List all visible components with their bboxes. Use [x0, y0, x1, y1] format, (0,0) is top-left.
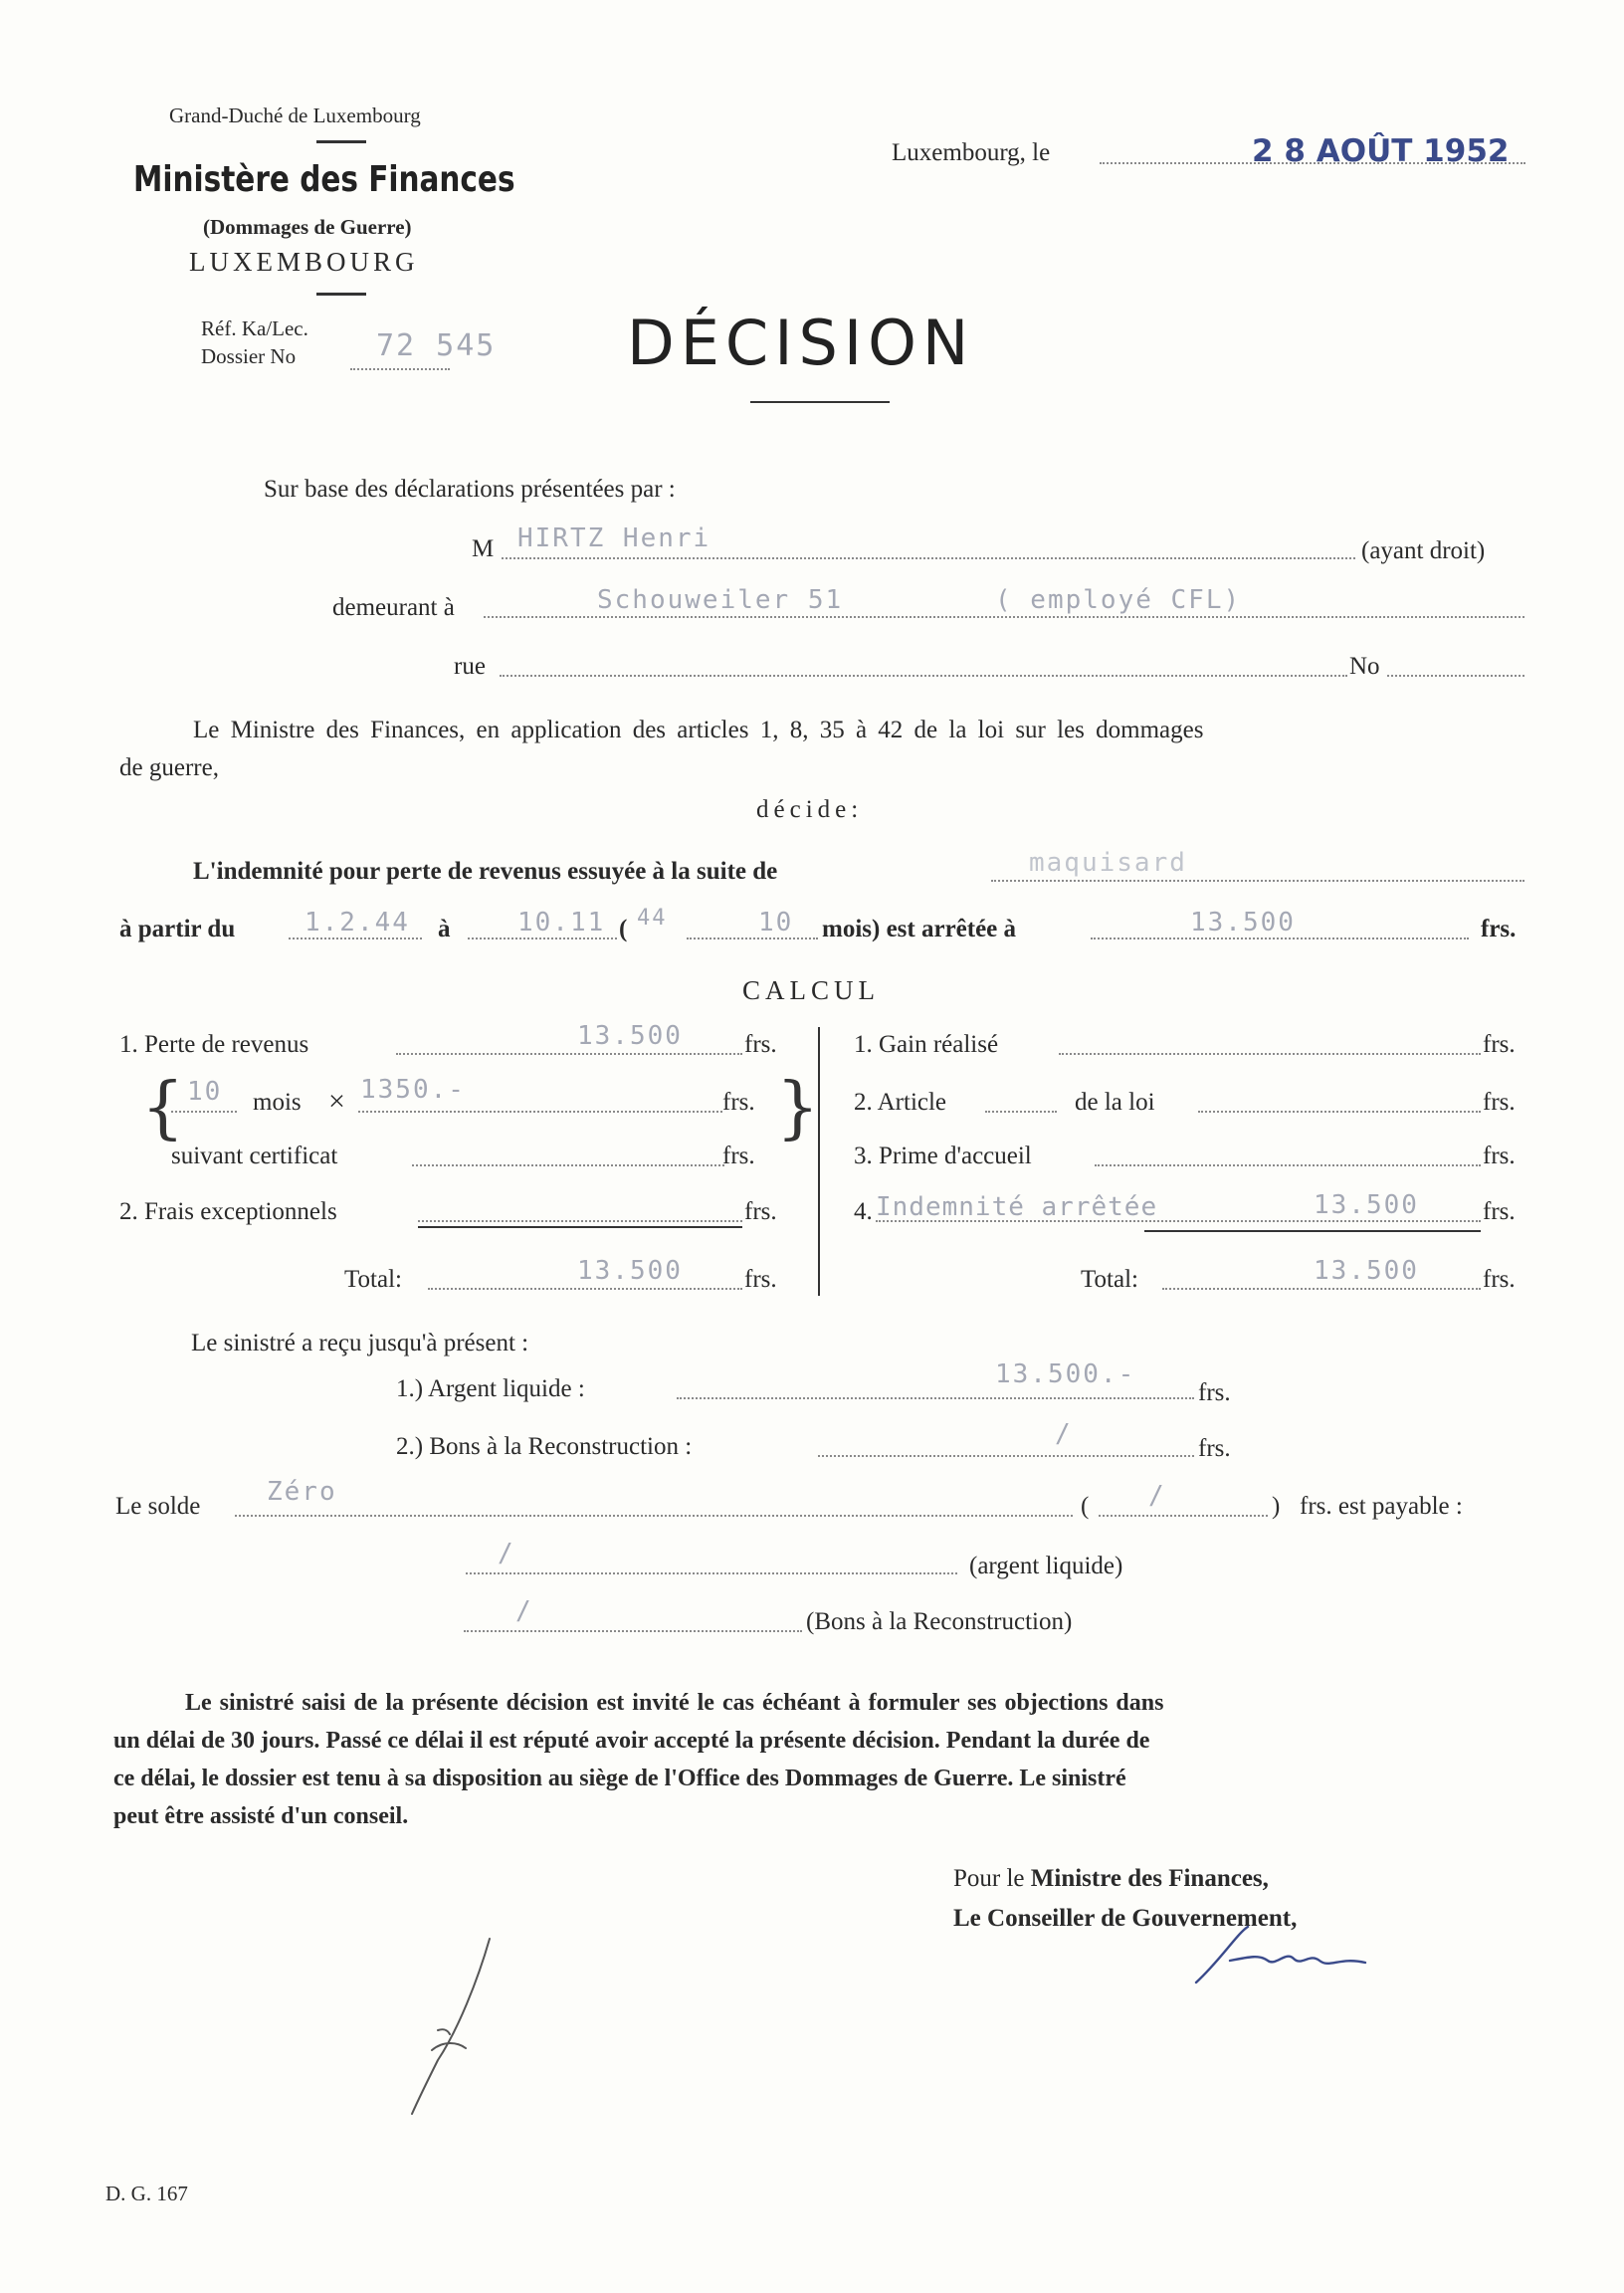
indemnity-label: L'indemnité pour perte de revenus essuyée à la suite de — [193, 858, 778, 885]
perte-dots — [396, 1053, 742, 1055]
dossier-dots — [350, 368, 450, 370]
address-value: Schouweiler 51 — [597, 585, 844, 615]
ref-label: Réf. Ka/Lec. — [201, 316, 308, 340]
header-rule-top — [316, 140, 366, 143]
rue-dots — [500, 675, 1347, 677]
right-total-value: 13.500 — [1314, 1256, 1419, 1286]
frais-dots — [418, 1220, 742, 1222]
left-total-label: Total: — [344, 1266, 402, 1293]
from-dots — [289, 938, 422, 939]
indemnity-cause: maquisard — [1029, 848, 1187, 878]
perte-frs: frs. — [744, 1031, 777, 1058]
declarant-intro: Sur base des déclarations présentées par : — [264, 476, 676, 503]
notice-line1: Le sinistré saisi de la présente décision est invité le cas échéant à formuler ses objections dans — [185, 1690, 1164, 1716]
left-total-dots — [428, 1288, 742, 1290]
notice-line2: un délai de 30 jours. Passé ce délai il est réputé avoir accepté la présente décision. Pendant la durée de — [113, 1728, 1150, 1754]
months-value: 10 — [758, 908, 794, 938]
to-dots — [468, 938, 617, 939]
balance-dots — [235, 1515, 1073, 1517]
decide-label: décide: — [756, 796, 864, 823]
article-frs: frs. — [1483, 1089, 1516, 1116]
certificat-dots — [412, 1164, 724, 1166]
balance-payable: frs. est payable : — [1300, 1493, 1463, 1520]
balance-cash-value: / — [498, 1539, 515, 1568]
signature-minister: Ministre des Finances, — [1030, 1865, 1269, 1892]
form-code: D. G. 167 — [105, 2182, 188, 2205]
cash-label: 1.) Argent liquide : — [396, 1375, 585, 1402]
to-date: 10.11 — [517, 908, 606, 938]
pen-mark — [378, 1931, 517, 2120]
frais-frs: frs. — [744, 1198, 777, 1225]
article-dots — [985, 1111, 1057, 1113]
bonds-frs: frs. — [1198, 1435, 1231, 1462]
balance-paren-dots — [1099, 1515, 1268, 1517]
signature-conseiller: Le Conseiller de Gouvernement, — [953, 1905, 1298, 1932]
from-label: à partir du — [119, 916, 236, 942]
no-label: No — [1349, 653, 1380, 680]
dossier-number: 72 545 — [376, 328, 497, 363]
indemnite-value: 13.500 — [1314, 1190, 1419, 1220]
from-date: 1.2.44 — [304, 908, 410, 938]
right-total-label: Total: — [1081, 1266, 1138, 1293]
frais-underline — [418, 1226, 742, 1228]
notice-line4: peut être assisté d'un conseil. — [113, 1803, 409, 1829]
article-label: 2. Article — [854, 1089, 947, 1116]
ayant-droit-label: (ayant droit) — [1361, 537, 1486, 564]
amount-dots — [1091, 938, 1469, 939]
times-sign: × — [328, 1085, 345, 1118]
rate-value: 1350.- — [360, 1075, 466, 1105]
title-rule — [750, 401, 890, 403]
left-brace: { — [141, 1069, 185, 1147]
date-stamp: 2 8 AOÛT 1952 — [1252, 133, 1510, 169]
occupation-value: ( employé CFL) — [995, 585, 1242, 615]
balance-bonds-dots — [464, 1630, 802, 1632]
dossier-label: Dossier No — [201, 344, 297, 368]
signature-pour: Pour le — [953, 1865, 1025, 1892]
country-name: Grand-Duché de Luxembourg — [169, 104, 421, 127]
bonds-dots — [818, 1455, 1194, 1457]
mois-count-dots — [171, 1111, 237, 1113]
name-dots — [502, 557, 1355, 559]
header-rule-bottom — [316, 293, 366, 296]
mois-frs: frs. — [722, 1089, 755, 1116]
indemnite-prefix: 4. — [854, 1198, 873, 1225]
balance-paren-close: ) — [1272, 1493, 1281, 1520]
handwritten-signature — [1190, 1921, 1379, 1990]
calcul-title: CALCUL — [742, 975, 880, 1005]
cash-value: 13.500.- — [995, 1359, 1136, 1389]
place-date-label: Luxembourg, le — [892, 139, 1051, 166]
balance-bonds-value: / — [515, 1596, 533, 1626]
cause-dots — [991, 880, 1524, 882]
left-total-frs: frs. — [744, 1266, 777, 1293]
signature-block — [953, 1865, 1269, 1893]
prime-dots — [1095, 1164, 1481, 1166]
prime-frs: frs. — [1483, 1143, 1516, 1169]
ministry-name: Ministère des Finances — [133, 159, 515, 200]
de-la-loi-label: de la loi — [1075, 1089, 1155, 1116]
months-dots — [687, 938, 818, 939]
bonds-label: 2.) Bons à la Reconstruction : — [396, 1433, 693, 1460]
months-label: mois) est arrêtée à — [822, 916, 1017, 942]
indemnity-amount: 13.500 — [1190, 908, 1296, 938]
bonds-value: / — [1055, 1419, 1073, 1449]
received-intro: Le sinistré a reçu jusqu'à présent : — [191, 1330, 529, 1356]
balance-paren-open: ( — [1081, 1493, 1090, 1520]
legal-text-line2: de guerre, — [119, 754, 219, 781]
document-title: DÉCISION — [627, 307, 975, 379]
m-label: M — [472, 535, 495, 562]
division-name: (Dommages de Guerre) — [203, 215, 412, 239]
article-frs-dots — [1198, 1111, 1481, 1113]
paren-open: ( — [619, 916, 628, 942]
indemnite-underline — [1144, 1230, 1481, 1232]
gain-dots — [1059, 1053, 1481, 1055]
year-value: 44 — [637, 906, 668, 931]
frais-label: 2. Frais exceptionnels — [119, 1198, 337, 1225]
balance-paren-value: / — [1148, 1481, 1166, 1511]
to-label: à — [438, 916, 451, 942]
legal-text-line1: Le Ministre des Finances, en application des articles 1, 8, 35 à 42 de la loi sur les dommages — [193, 717, 1204, 743]
demeurant-label: demeurant à — [332, 594, 455, 621]
right-brace: } — [776, 1069, 820, 1147]
indemnity-currency: frs. — [1481, 916, 1517, 942]
address-dots — [484, 616, 1524, 618]
balance-cash-dots — [466, 1572, 957, 1574]
rue-label: rue — [454, 653, 486, 680]
certificat-frs: frs. — [722, 1143, 755, 1169]
prime-label: 3. Prime d'accueil — [854, 1143, 1032, 1169]
rate-dots — [358, 1111, 722, 1113]
gain-label: 1. Gain réalisé — [854, 1031, 999, 1058]
perte-value: 13.500 — [577, 1021, 683, 1051]
balance-bonds-label: (Bons à la Reconstruction) — [806, 1608, 1073, 1635]
balance-value: Zéro — [267, 1477, 337, 1507]
right-total-frs: frs. — [1483, 1266, 1516, 1293]
balance-label: Le solde — [115, 1493, 201, 1520]
declarant-name: HIRTZ Henri — [517, 523, 711, 553]
cash-frs: frs. — [1198, 1379, 1231, 1406]
notice-line3: ce délai, le dossier est tenu à sa disposition au siège de l'Office des Dommages de Guerre. Le sinistré — [113, 1766, 1126, 1791]
calcul-divider — [818, 1027, 820, 1296]
gain-frs: frs. — [1483, 1031, 1516, 1058]
no-dots — [1387, 675, 1524, 677]
indemnite-frs: frs. — [1483, 1198, 1516, 1225]
perte-label: 1. Perte de revenus — [119, 1031, 309, 1058]
indemnite-dots — [876, 1220, 1481, 1222]
mois-count: 10 — [187, 1077, 223, 1107]
left-total-value: 13.500 — [577, 1256, 683, 1286]
mois-label: mois — [253, 1089, 302, 1116]
cash-dots — [677, 1397, 1194, 1399]
balance-cash-label: (argent liquide) — [969, 1553, 1123, 1579]
certificat-label: suivant certificat — [171, 1143, 338, 1169]
city-name: LUXEMBOURG — [189, 247, 419, 277]
right-total-dots — [1162, 1288, 1481, 1290]
indemnite-label: Indemnité arrêtée — [876, 1192, 1158, 1222]
